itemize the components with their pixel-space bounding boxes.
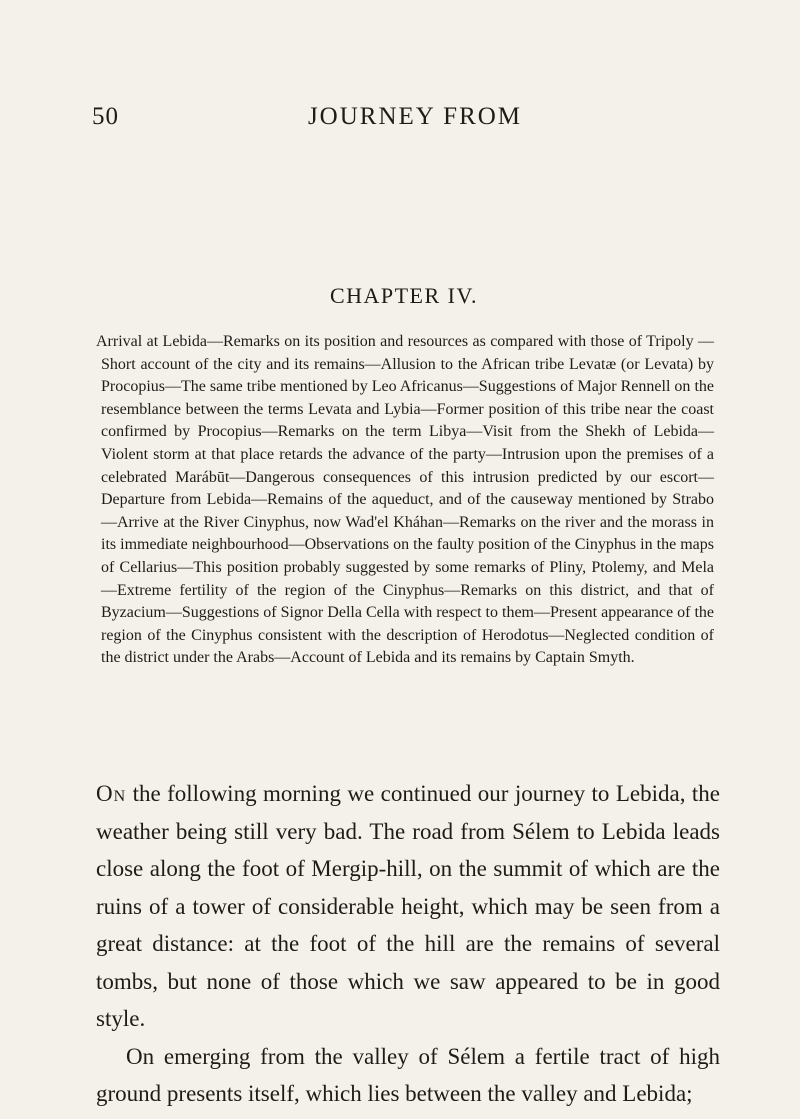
paragraph-1-lead: On bbox=[96, 781, 127, 806]
paragraph-2: On emerging from the valley of Sélem a fertile tract of high ground presents itself, which lies between the valley and Lebida; bbox=[96, 1043, 720, 1106]
page-number: 50 bbox=[92, 103, 119, 130]
running-head: JOURNEY FROM bbox=[307, 103, 523, 130]
paragraph-1 bbox=[96, 775, 720, 1038]
paragraph-1-text: the following morning we continued our journey to Lebida, the weather being still very bad. The road from Sélem to Lebida leads close along the foot of Mergip-hill, on the summit of which are the ruins of a tower of considerable height, which may be seen from a great distance: at the foot of the hill are the remains of several tombs, but none of those which we saw appeared to be in good style. bbox=[96, 781, 720, 1031]
chapter-synopsis: Arrival at Lebida—Remarks on its position and resources as compared with those of Tripoly —Short account of the city and its remains—Allusion to the African tribe Levatæ (or Levata) by Procopius—The same tribe mentioned by Leo Africanus—Suggestions of Major Rennell on the resemblance between the terms Levata and Lybia—Former position of this tribe near the coast confirmed by Procopius—Remarks on the term Libya—Visit from the Shekh of Lebida—Violent storm at that place retards the advance of the party—Intrusion upon the premises of a celebrated Marábūt—Dangerous consequences of this intrusion predicted by our escort—Departure from Lebida—Remains of the aqueduct, and of the causeway mentioned by Strabo—Arrive at the River Cinyphus, now Wad'el Kháhan—Remarks on the river and the morass in its immediate neighbourhood—Observations on the faulty position of the Cinyphus in the maps of Cellarius—This position probably suggested by some remarks of Pliny, Ptolemy, and Mela—Extreme fertility of the region of the Cinyphus—Remarks on this district, and that of Byzacium—Suggestions of Signor Della Cella with respect to them—Present appearance of the region of the Cinyphus consistent with the description of Herodotus—Neglected condition of the district under the Arabs—Account of Lebida and its remains by Captain Smyth. bbox=[96, 333, 714, 667]
chapter-title: CHAPTER IV. bbox=[329, 283, 479, 308]
page-header bbox=[0, 103, 800, 133]
body-text bbox=[96, 775, 720, 1113]
